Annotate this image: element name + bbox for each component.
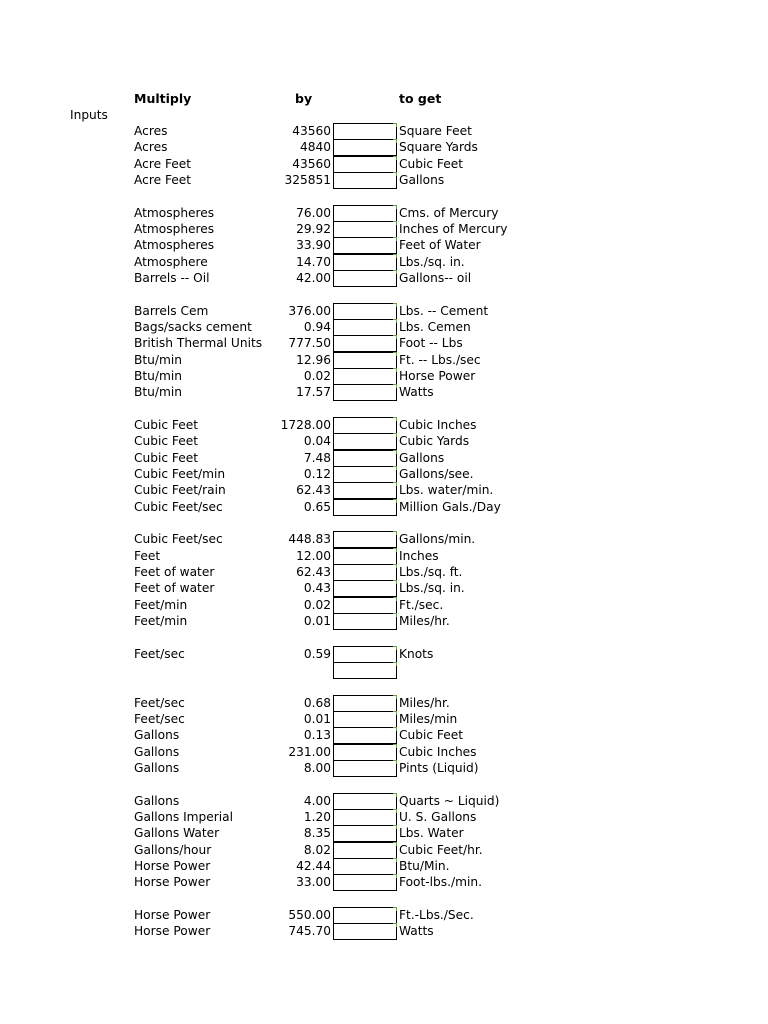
from-unit: Cubic Feet (134, 417, 199, 432)
input-cell[interactable] (333, 923, 397, 940)
conversion-row (0, 793, 768, 809)
input-cell[interactable] (333, 646, 397, 663)
from-unit: Feet of water (134, 564, 215, 579)
from-unit: Feet/sec (134, 646, 185, 661)
from-unit: Barrels -- Oil (134, 270, 210, 285)
conversion-factor: 17.57 (296, 385, 331, 400)
conversion-factor: 8.35 (303, 826, 331, 841)
to-unit: Inches of Mercury (399, 221, 508, 236)
from-unit: Gallons/hour (134, 842, 212, 857)
input-cell[interactable] (333, 727, 397, 744)
from-unit: Btu/min (134, 368, 182, 383)
to-unit: Million Gals./Day (399, 499, 501, 514)
to-unit: Lbs. Cemen (399, 319, 471, 334)
input-cell[interactable] (333, 303, 397, 320)
from-unit: Cubic Feet/rain (134, 483, 226, 498)
input-cell[interactable] (333, 254, 397, 271)
conversion-row (0, 531, 768, 547)
input-cell[interactable] (333, 221, 397, 238)
conversion-row (0, 548, 768, 564)
from-unit: Feet/min (134, 597, 188, 612)
to-unit: Gallons-- oil (399, 270, 472, 285)
from-unit: Gallons Imperial (134, 809, 234, 824)
to-unit: Square Yards (399, 140, 478, 155)
conversion-factor: 745.70 (288, 924, 331, 939)
conversion-row (0, 139, 768, 155)
from-unit: Cubic Feet/min (134, 466, 226, 481)
input-cell[interactable] (333, 450, 397, 467)
from-unit: Acres (134, 140, 168, 155)
conversion-row (0, 662, 768, 678)
input-cell[interactable] (333, 319, 397, 336)
conversion-factor: 0.59 (303, 646, 331, 661)
from-unit: Feet/sec (134, 711, 185, 726)
to-unit: Lbs./sq. ft. (399, 564, 463, 579)
from-unit: British Thermal Units (134, 336, 263, 351)
input-cell[interactable] (333, 466, 397, 483)
input-cell[interactable] (333, 564, 397, 581)
from-unit: Gallons (134, 744, 180, 759)
conversion-row (0, 237, 768, 253)
input-cell[interactable] (333, 613, 397, 630)
to-unit: Ft. -- Lbs./sec (399, 352, 481, 367)
conversion-row (0, 858, 768, 874)
to-unit: Cubic Feet (399, 728, 464, 743)
conversion-row (0, 205, 768, 221)
input-cell[interactable] (333, 531, 397, 548)
input-cell[interactable] (333, 907, 397, 924)
to-unit: Horse Power (399, 368, 476, 383)
input-cell[interactable] (333, 825, 397, 842)
from-unit: Gallons (134, 760, 180, 775)
input-cell[interactable] (333, 499, 397, 516)
input-cell[interactable] (333, 662, 397, 679)
conversion-row (0, 646, 768, 662)
input-cell[interactable] (333, 711, 397, 728)
conversion-factor: 0.04 (303, 434, 331, 449)
conversion-factor: 0.43 (303, 581, 331, 596)
conversion-row (0, 450, 768, 466)
conversion-factor: 62.43 (296, 564, 331, 579)
to-unit: Watts (399, 924, 434, 939)
from-unit: Cubic Feet/sec (134, 499, 223, 514)
from-unit: Horse Power (134, 907, 211, 922)
input-cell[interactable] (333, 417, 397, 434)
to-unit: Gallons/see. (399, 466, 474, 481)
input-cell[interactable] (333, 368, 397, 385)
conversion-factor: 376.00 (288, 303, 331, 318)
conversion-row (0, 335, 768, 351)
input-cell[interactable] (333, 384, 397, 401)
input-cell[interactable] (333, 580, 397, 597)
conversion-factor: 76.00 (296, 205, 331, 220)
to-unit: Miles/min (399, 711, 458, 726)
conversion-row (0, 433, 768, 449)
to-unit: Foot -- Lbs (399, 336, 463, 351)
from-unit: Gallons (134, 793, 180, 808)
to-unit: Foot-lbs./min. (399, 875, 482, 890)
conversion-row (0, 564, 768, 580)
from-unit: Horse Power (134, 875, 211, 890)
conversion-factor: 7.48 (303, 450, 331, 465)
to-unit: Lbs./sq. in. (399, 254, 465, 269)
conversion-factor: 0.12 (303, 466, 331, 481)
to-unit: Cubic Inches (399, 744, 477, 759)
to-unit: Lbs. -- Cement (399, 303, 489, 318)
to-unit: Gallons (399, 172, 445, 187)
from-unit: Gallons Water (134, 826, 220, 841)
conversion-row (0, 368, 768, 384)
from-unit: Horse Power (134, 924, 211, 939)
from-unit: Atmospheres (134, 221, 215, 236)
conversion-factor: 43560 (292, 124, 331, 138)
from-unit: Cubic Feet/sec (134, 532, 223, 547)
to-unit: Gallons (399, 450, 445, 465)
conversion-factor: 4840 (299, 140, 331, 155)
from-unit: Feet (134, 548, 161, 563)
input-cell[interactable] (333, 482, 397, 499)
conversion-row (0, 319, 768, 335)
conversion-factor: 43560 (292, 156, 331, 171)
to-unit: Ft./sec. (399, 597, 444, 612)
conversion-row (0, 923, 768, 939)
conversion-factor: 1.20 (303, 809, 331, 824)
from-unit: Acre Feet (134, 172, 192, 187)
to-unit: Inches (399, 548, 439, 563)
conversion-row (0, 760, 768, 776)
conversion-factor: 0.01 (303, 613, 331, 628)
conversion-row (0, 711, 768, 727)
conversion-row (0, 907, 768, 923)
conversion-factor: 325851 (284, 172, 331, 187)
to-unit: Miles/hr. (399, 613, 450, 628)
to-unit: Quarts ~ Liquid) (399, 793, 500, 808)
input-cell[interactable] (333, 172, 397, 189)
conversion-row (0, 270, 768, 286)
from-unit: Bags/sacks cement (134, 319, 252, 334)
header-multiply: Multiply (134, 91, 192, 106)
conversion-factor: 0.01 (303, 711, 331, 726)
to-unit: Btu/Min. (399, 858, 450, 873)
conversion-factor: 0.02 (303, 597, 331, 612)
input-cell[interactable] (333, 156, 397, 173)
from-unit: Btu/min (134, 352, 182, 367)
conversion-factor: 0.02 (303, 368, 331, 383)
conversion-row (0, 597, 768, 613)
input-cell[interactable] (333, 433, 397, 450)
conversion-row (0, 466, 768, 482)
from-unit: Acre Feet (134, 156, 192, 171)
to-unit: Cubic Inches (399, 417, 477, 432)
conversion-factor: 550.00 (288, 907, 331, 922)
conversion-row (0, 842, 768, 858)
input-cell[interactable] (333, 842, 397, 859)
conversion-row (0, 221, 768, 237)
input-cell[interactable] (333, 858, 397, 875)
conversion-factor: 42.44 (296, 858, 331, 873)
conversion-row (0, 254, 768, 270)
conversion-factor: 4.00 (303, 793, 331, 808)
conversion-row (0, 809, 768, 825)
input-cell[interactable] (333, 548, 397, 565)
conversion-row (0, 727, 768, 743)
from-unit: Feet/sec (134, 695, 185, 710)
to-unit: Square Feet (399, 124, 472, 138)
conversion-factor: 231.00 (288, 744, 331, 759)
conversion-row (0, 744, 768, 760)
from-unit: Atmosphere (134, 254, 208, 269)
input-cell[interactable] (333, 205, 397, 222)
conversion-row (0, 695, 768, 711)
conversion-factor: 14.70 (296, 254, 331, 269)
from-unit: Atmospheres (134, 205, 215, 220)
to-unit: U. S. Gallons (399, 809, 477, 824)
to-unit: Lbs. Water (399, 826, 464, 841)
conversion-factor: 12.96 (296, 352, 331, 367)
conversion-factor: 1728.00 (280, 417, 331, 432)
input-cell[interactable] (333, 793, 397, 810)
to-unit: Miles/hr. (399, 695, 450, 710)
to-unit: Cubic Feet/hr. (399, 842, 483, 857)
input-cell[interactable] (333, 352, 397, 369)
conversion-row (0, 352, 768, 368)
header-to-get: to get (399, 91, 442, 106)
to-unit: Lbs. water/min. (399, 483, 494, 498)
conversion-factor: 33.00 (296, 875, 331, 890)
to-unit: Watts (399, 385, 434, 400)
to-unit: Gallons/min. (399, 532, 476, 547)
from-unit: Cubic Feet (134, 434, 199, 449)
conversion-row (0, 417, 768, 433)
conversion-row (0, 580, 768, 596)
from-unit: Acres (134, 124, 168, 138)
conversion-factor: 777.50 (288, 336, 331, 351)
conversion-factor: 62.43 (296, 483, 331, 498)
conversion-row (0, 156, 768, 172)
conversion-factor: 8.00 (303, 760, 331, 775)
inputs-label: Inputs (70, 108, 108, 122)
to-unit: Feet of Water (399, 238, 481, 253)
from-unit: Barrels Cem (134, 303, 209, 318)
input-cell[interactable] (333, 270, 397, 287)
input-cell[interactable] (333, 237, 397, 254)
input-cell[interactable] (333, 139, 397, 156)
conversion-factor: 33.90 (296, 238, 331, 253)
conversion-factor: 12.00 (296, 548, 331, 563)
from-unit: Btu/min (134, 385, 182, 400)
input-cell[interactable] (333, 760, 397, 777)
conversion-row (0, 482, 768, 498)
from-unit: Cubic Feet (134, 450, 199, 465)
from-unit: Feet/min (134, 613, 188, 628)
conversion-row (0, 825, 768, 841)
conversion-row (0, 123, 768, 139)
conversion-factor: 0.13 (303, 728, 331, 743)
conversion-factor: 29.92 (296, 221, 331, 236)
input-cell[interactable] (333, 335, 397, 352)
to-unit: Cms. of Mercury (399, 205, 499, 220)
to-unit: Pints (Liquid) (399, 760, 479, 775)
conversion-factor: 448.83 (288, 532, 331, 547)
from-unit: Horse Power (134, 858, 211, 873)
from-unit: Feet of water (134, 581, 215, 596)
to-unit: Ft.-Lbs./Sec. (399, 907, 474, 922)
conversion-factor: 0.68 (303, 695, 331, 710)
conversion-factor: 42.00 (296, 270, 331, 285)
input-cell[interactable] (333, 874, 397, 891)
input-cell[interactable] (333, 809, 397, 826)
input-cell[interactable] (333, 695, 397, 712)
conversion-factor: 0.65 (303, 499, 331, 514)
conversion-row (0, 303, 768, 319)
to-unit: Cubic Feet (399, 156, 464, 171)
from-unit: Gallons (134, 728, 180, 743)
from-unit: Atmospheres (134, 238, 215, 253)
input-cell[interactable] (333, 744, 397, 761)
to-unit: Lbs./sq. in. (399, 581, 465, 596)
to-unit: Cubic Yards (399, 434, 470, 449)
to-unit: Knots (399, 646, 434, 661)
header-by: by (295, 91, 313, 106)
input-cell[interactable] (333, 123, 397, 140)
conversion-factor: 0.94 (303, 319, 331, 334)
conversion-row (0, 499, 768, 515)
conversion-row (0, 874, 768, 890)
conversion-row (0, 172, 768, 188)
conversion-row (0, 384, 768, 400)
input-cell[interactable] (333, 597, 397, 614)
conversion-factor: 8.02 (303, 842, 331, 857)
conversion-row (0, 613, 768, 629)
